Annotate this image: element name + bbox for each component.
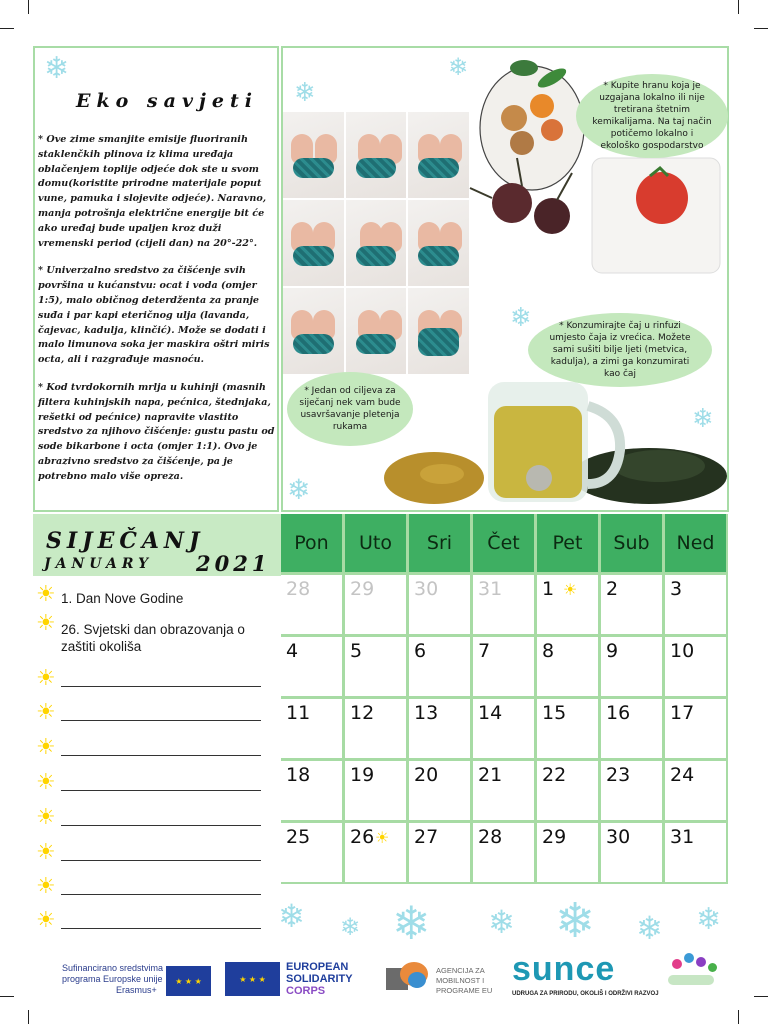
calendar-day-cell[interactable]	[473, 575, 534, 634]
crop-mark	[0, 996, 14, 997]
calendar-day-number: 19	[350, 764, 375, 786]
calendar-day-number: 16	[606, 702, 631, 724]
knitting-photo	[346, 200, 407, 286]
calendar-day-cell[interactable]	[537, 699, 598, 758]
snowflake-icon: ❄	[555, 893, 596, 949]
calendar-day-number: 31	[670, 826, 695, 848]
calendar-day-cell[interactable]	[665, 637, 726, 696]
sun-icon: ☀	[36, 874, 56, 899]
calendar-day-number: 11	[286, 702, 311, 724]
calendar-day-cell[interactable]	[601, 823, 662, 882]
sunce-logo: sunce	[512, 950, 616, 988]
cofund-line: Sufinancirano sredstvima	[62, 963, 164, 973]
knitting-photo	[283, 112, 344, 198]
note-line[interactable]	[61, 860, 261, 861]
month-name-english: JANUARY	[44, 556, 154, 572]
weekday-header: Uto	[345, 514, 406, 572]
knitting-photo	[346, 288, 407, 374]
weekday-header: Čet	[473, 514, 534, 572]
knitting-photo	[283, 200, 344, 286]
calendar-day-number: 29	[350, 578, 375, 600]
snowflake-icon: ❄	[510, 303, 532, 333]
calendar-day-cell[interactable]	[281, 699, 342, 758]
tea-cup-image	[384, 366, 728, 510]
crop-mark	[28, 1010, 29, 1024]
note-line[interactable]	[61, 686, 261, 687]
cofund-line: programa Europske unije	[62, 974, 163, 984]
crop-mark	[738, 1010, 739, 1024]
sun-icon: ☀	[36, 611, 56, 636]
knitting-photo	[408, 200, 469, 286]
month-calendar	[281, 514, 728, 884]
calendar-day-number: 15	[542, 702, 567, 724]
knitting-photo-grid	[283, 112, 469, 374]
sun-icon: ☀	[36, 735, 56, 760]
calendar-day-cell[interactable]	[601, 761, 662, 820]
holiday-notes	[33, 576, 281, 940]
sun-icon: ☀	[36, 840, 56, 865]
agency-line: MOBILNOST I	[436, 976, 485, 985]
note-line[interactable]	[61, 790, 261, 791]
year: 2021	[196, 551, 271, 576]
sun-icon: ☀	[36, 770, 56, 795]
calendar-day-cell[interactable]	[409, 823, 470, 882]
eko-tips	[38, 133, 278, 498]
calendar-day-number: 12	[350, 702, 375, 724]
calendar-day-number: 27	[414, 826, 439, 848]
calendar-day-cell[interactable]	[537, 761, 598, 820]
loose-tea-tip: * Konzumirajte čaj u rinfuzi umjesto čaja iz vrećica. Možete sami sušiti bilje ljeti (metvica, kadulja), a zimi ga konzumirati kao čaj	[528, 313, 712, 387]
calendar-day-cell[interactable]	[345, 761, 406, 820]
month-name: SIJEČANJ	[46, 528, 205, 554]
calendar-day-cell[interactable]	[345, 575, 406, 634]
sun-icon: ☀	[36, 805, 56, 830]
calendar-day-number: 28	[286, 578, 311, 600]
cofund-line: Erasmus+	[116, 985, 157, 995]
note-line[interactable]	[61, 825, 261, 826]
calendar-day-cell[interactable]	[345, 823, 406, 882]
calendar-day-number: 14	[478, 702, 503, 724]
sun-icon: ☀	[36, 582, 56, 607]
esc-line: CORPS	[286, 985, 326, 997]
tip-paragraph: * Ove zime smanjite emisije fluoriranih staklenčkih plinova iz klima uređaja oblačenjem toplije odjeće dok ste u svom domu(koristite prirodne materijale poput vune, pamuka i slojevite odjeće). Naravno, manja potrošnja električne energije bit će ako uređaj bude upaljen kroz duži vremenski period (cijeli dan) na 20°-22°.	[38, 134, 267, 249]
holiday-item: 26. Svjetski dan obrazovanja o zaštiti okoliša	[61, 622, 245, 654]
note-line[interactable]	[61, 928, 261, 929]
knitting-tip: * Jedan od ciljeva za siječanj nek vam bude usavršavanje pletenja rukama	[287, 372, 413, 446]
snowflake-icon: ❄	[636, 909, 663, 947]
calendar-day-cell[interactable]	[665, 761, 726, 820]
solidarity-logo-icon	[664, 953, 720, 999]
calendar-day-cell[interactable]	[601, 637, 662, 696]
note-line[interactable]	[61, 755, 261, 756]
snowflake-icon: ❄	[294, 78, 316, 108]
calendar-day-cell[interactable]	[281, 761, 342, 820]
calendar-day-number: 29	[542, 826, 567, 848]
calendar-day-cell[interactable]	[665, 575, 726, 634]
holiday-item: 1. Dan Nove Godine	[61, 591, 184, 606]
sun-icon: ☀	[375, 828, 390, 847]
calendar-day-cell[interactable]	[537, 575, 598, 634]
snowflake-icon: ❄	[448, 53, 469, 81]
crop-mark	[738, 0, 739, 14]
calendar-day-cell[interactable]	[409, 637, 470, 696]
calendar-day-number: 22	[542, 764, 567, 786]
crop-mark	[754, 28, 768, 29]
eu-flag-logo: ★ ★ ★	[166, 966, 211, 996]
agency-line: PROGRAME EU	[436, 986, 493, 995]
calendar-day-cell[interactable]	[409, 575, 470, 634]
local-food-tip: * Kupite hranu koja je uzgajana lokalno ili nije tretirana štetnim kemikalijama. Na taj način potičemo lokalno i ekološko gospodarstvo	[576, 74, 728, 158]
calendar-day-cell[interactable]	[281, 637, 342, 696]
calendar-day-number: 5	[350, 640, 363, 662]
calendar-day-number: 6	[414, 640, 427, 662]
knitting-photo	[346, 112, 407, 198]
calendar-day-cell[interactable]	[537, 637, 598, 696]
calendar-day-number: 31	[478, 578, 503, 600]
crop-mark	[754, 996, 768, 997]
snowflake-icon: ❄	[44, 51, 70, 86]
weekday-header: Pet	[537, 514, 598, 572]
knitting-photo	[408, 112, 469, 198]
snowflake-icon: ❄	[488, 903, 515, 941]
agency-logo-icon	[386, 962, 432, 992]
calendar-day-number: 1	[542, 578, 555, 600]
weekday-header: Sri	[409, 514, 470, 572]
calendar-day-number: 30	[414, 578, 439, 600]
snowflake-icon: ❄	[340, 913, 361, 941]
calendar-day-number: 10	[670, 640, 695, 662]
calendar-day-number: 3	[670, 578, 683, 600]
tip-paragraph: * Univerzalno sredstvo za čišćenje svih površina u kućanstvu: ocat i voda (omjer 1:5), malo običnog deterdženta za pranje suđa i par kapi eteričnog ulja (lavanda, čajevac, kadulja, klinčić). Može se dodati i malo limunova soka jer maskira oštri miris octa, ali i razgrađuje masnoću.	[38, 265, 270, 366]
esc-line: SOLIDARITY	[286, 973, 353, 985]
agency-line: AGENCIJA ZA	[436, 966, 485, 975]
knitting-photo	[283, 288, 344, 374]
calendar-day-number: 23	[606, 764, 631, 786]
note-line[interactable]	[61, 894, 261, 895]
calendar-day-number: 25	[286, 826, 311, 848]
weekday-header: Ned	[665, 514, 726, 572]
calendar-day-number: 13	[414, 702, 439, 724]
calendar-day-number: 28	[478, 826, 503, 848]
calendar-day-cell[interactable]	[665, 823, 726, 882]
calendar-day-cell[interactable]	[601, 575, 662, 634]
calendar-day-number: 17	[670, 702, 695, 724]
snowflake-icon: ❄	[392, 896, 431, 950]
weekday-header: Pon	[281, 514, 342, 572]
calendar-day-cell[interactable]	[473, 823, 534, 882]
snowflake-icon: ❄	[692, 404, 714, 434]
calendar-day-number: 30	[606, 826, 631, 848]
tip-paragraph: * Kod tvrdokornih mrlja u kuhinji (masnih filtera kuhinjskih napa, pećnica, štednjaka, rešetki od pećnice) napravite vlastito sredstvo za njihovo čišćenje: gustu pastu od sode bikarbone i octa (omjer 1:1). Ovo je abrazivno sredstvo za čišćenje, pa je potrebno malo više opreza.	[38, 381, 275, 482]
calendar-day-number: 4	[286, 640, 299, 662]
calendar-day-number: 2	[606, 578, 619, 600]
calendar-day-cell[interactable]	[345, 637, 406, 696]
knitting-photo	[408, 288, 469, 374]
sun-icon: ☀	[36, 700, 56, 725]
calendar-day-cell[interactable]	[409, 699, 470, 758]
calendar-day-cell[interactable]	[345, 699, 406, 758]
calendar-day-number: 21	[478, 764, 503, 786]
crop-mark	[28, 0, 29, 14]
calendar-day-number: 18	[286, 764, 311, 786]
calendar-day-cell[interactable]	[281, 575, 342, 634]
calendar-day-number: 9	[606, 640, 619, 662]
snowflake-icon: ❄	[278, 897, 305, 935]
calendar-day-number: 20	[414, 764, 439, 786]
eko-title: Eko savjeti	[76, 90, 258, 112]
calendar-day-cell[interactable]	[473, 761, 534, 820]
sun-icon: ☀	[563, 580, 578, 599]
calendar-day-cell[interactable]	[665, 699, 726, 758]
calendar-day-number: 7	[478, 640, 491, 662]
sunce-subtitle: UDRUGA ZA PRIRODU, OKOLIŠ I ODRŽIVI RAZVOJ	[512, 991, 659, 997]
calendar-day-cell[interactable]	[409, 761, 470, 820]
sun-icon: ☀	[36, 908, 56, 933]
note-line[interactable]	[61, 720, 261, 721]
weekday-header: Sub	[601, 514, 662, 572]
calendar-day-cell[interactable]	[281, 823, 342, 882]
esc-flag-logo: ★ ★ ★	[225, 962, 280, 996]
calendar-day-number: 24	[670, 764, 695, 786]
calendar-day-number: 26	[350, 826, 375, 848]
calendar-day-cell[interactable]	[473, 637, 534, 696]
crop-mark	[0, 28, 14, 29]
calendar-day-cell[interactable]	[537, 823, 598, 882]
calendar-day-cell[interactable]	[473, 699, 534, 758]
snowflake-icon: ❄	[696, 902, 722, 937]
sun-icon: ☀	[36, 666, 56, 691]
calendar-day-number: 8	[542, 640, 555, 662]
snowflake-icon: ❄	[287, 473, 311, 506]
esc-line: EUROPEAN	[286, 961, 349, 973]
calendar-day-cell[interactable]	[601, 699, 662, 758]
